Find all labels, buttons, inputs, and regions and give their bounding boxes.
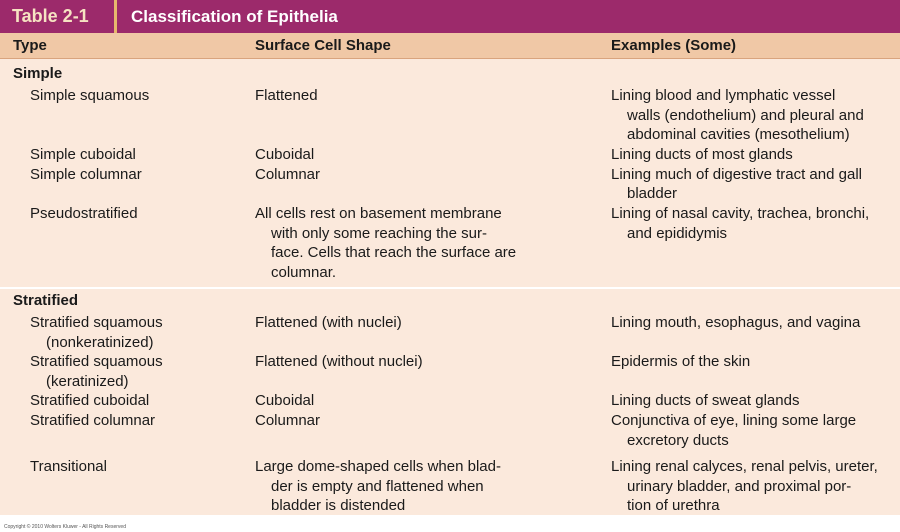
row-example-line: abdominal cavities (mesothelium) — [627, 126, 850, 143]
row-example-line: Lining ducts of sweat glands — [611, 392, 800, 409]
row-shape: Columnar — [255, 412, 321, 429]
row-example-line: Lining blood and lymphatic vessel — [611, 87, 836, 104]
row-shape-line: All cells rest on basement membrane — [255, 205, 502, 222]
column-header-type: Type — [13, 37, 47, 54]
row-example-line: Epidermis of the skin — [611, 353, 751, 370]
table-number: Table 2-1 — [12, 6, 89, 26]
row-example-line: excretory ducts — [627, 431, 729, 449]
row-type: Transitional — [30, 458, 107, 475]
row-type-line: (nonkeratinized) — [46, 333, 154, 351]
row-shape-line: columnar. — [271, 263, 337, 281]
row-shape-line: bladder is distended — [271, 497, 406, 514]
row-type-line: (keratinized) — [46, 372, 129, 390]
row-shape: Columnar — [255, 165, 321, 183]
row-example-line: Lining of nasal cavity, trachea, bronchi, — [611, 205, 870, 222]
column-header-shape: Surface Cell Shape — [255, 37, 391, 54]
row-type: Stratified columnar — [30, 412, 156, 429]
column-header-examples: Examples (Some) — [611, 37, 737, 54]
section-heading-simple: Simple — [13, 65, 63, 82]
row-type: Simple cuboidal — [30, 146, 136, 163]
row-example-line: Lining mouth, esophagus, and vagina — [611, 314, 861, 331]
row-type-line: Stratified squamous — [30, 314, 163, 331]
row-example-line: Lining ducts of most glands — [611, 146, 793, 163]
footer — [0, 515, 900, 532]
row-shape: Cuboidal — [255, 146, 315, 163]
row-shape-line: Large dome-shaped cells when blad- — [255, 458, 501, 475]
row-example-line: Conjunctiva of eye, lining some large — [611, 412, 857, 429]
row-type: Stratified cuboidal — [30, 392, 150, 409]
copyright-notice: Copyright © 2010 Wolters Kluwer - All Rights Reserved — [4, 524, 126, 530]
section-heading-stratified: Stratified — [13, 292, 79, 309]
row-example-line: walls (endothelium) and pleural and — [627, 106, 864, 124]
row-example-line: Lining renal calyces, renal pelvis, ureter, — [611, 458, 878, 475]
row-shape: Flattened (without nuclei) — [255, 353, 423, 370]
row-example-line: and epididymis — [627, 224, 728, 242]
row-shape-line: with only some reaching the sur- — [271, 224, 487, 242]
table-title: Classification of Epithelia — [131, 6, 338, 26]
row-example-line: tion of urethra — [627, 497, 720, 514]
row-shape-line: der is empty and flattened when — [271, 477, 484, 495]
row-shape: Cuboidal — [255, 392, 315, 409]
row-example-line: Lining much of digestive tract and gall — [611, 165, 862, 183]
row-shape: Flattened — [255, 87, 318, 104]
row-type-line: Stratified squamous — [30, 353, 163, 370]
row-shape: Flattened (with nuclei) — [255, 314, 402, 331]
row-type: Simple squamous — [30, 87, 150, 104]
table-header-bar — [0, 0, 900, 33]
column-header-row — [0, 33, 900, 59]
row-example-line: urinary bladder, and proximal por- — [627, 477, 852, 495]
row-shape-line: face. Cells that reach the surface are — [271, 244, 517, 261]
row-example-line: bladder — [627, 185, 678, 202]
row-type: Pseudostratified — [30, 205, 138, 222]
row-type: Simple columnar — [30, 165, 142, 183]
